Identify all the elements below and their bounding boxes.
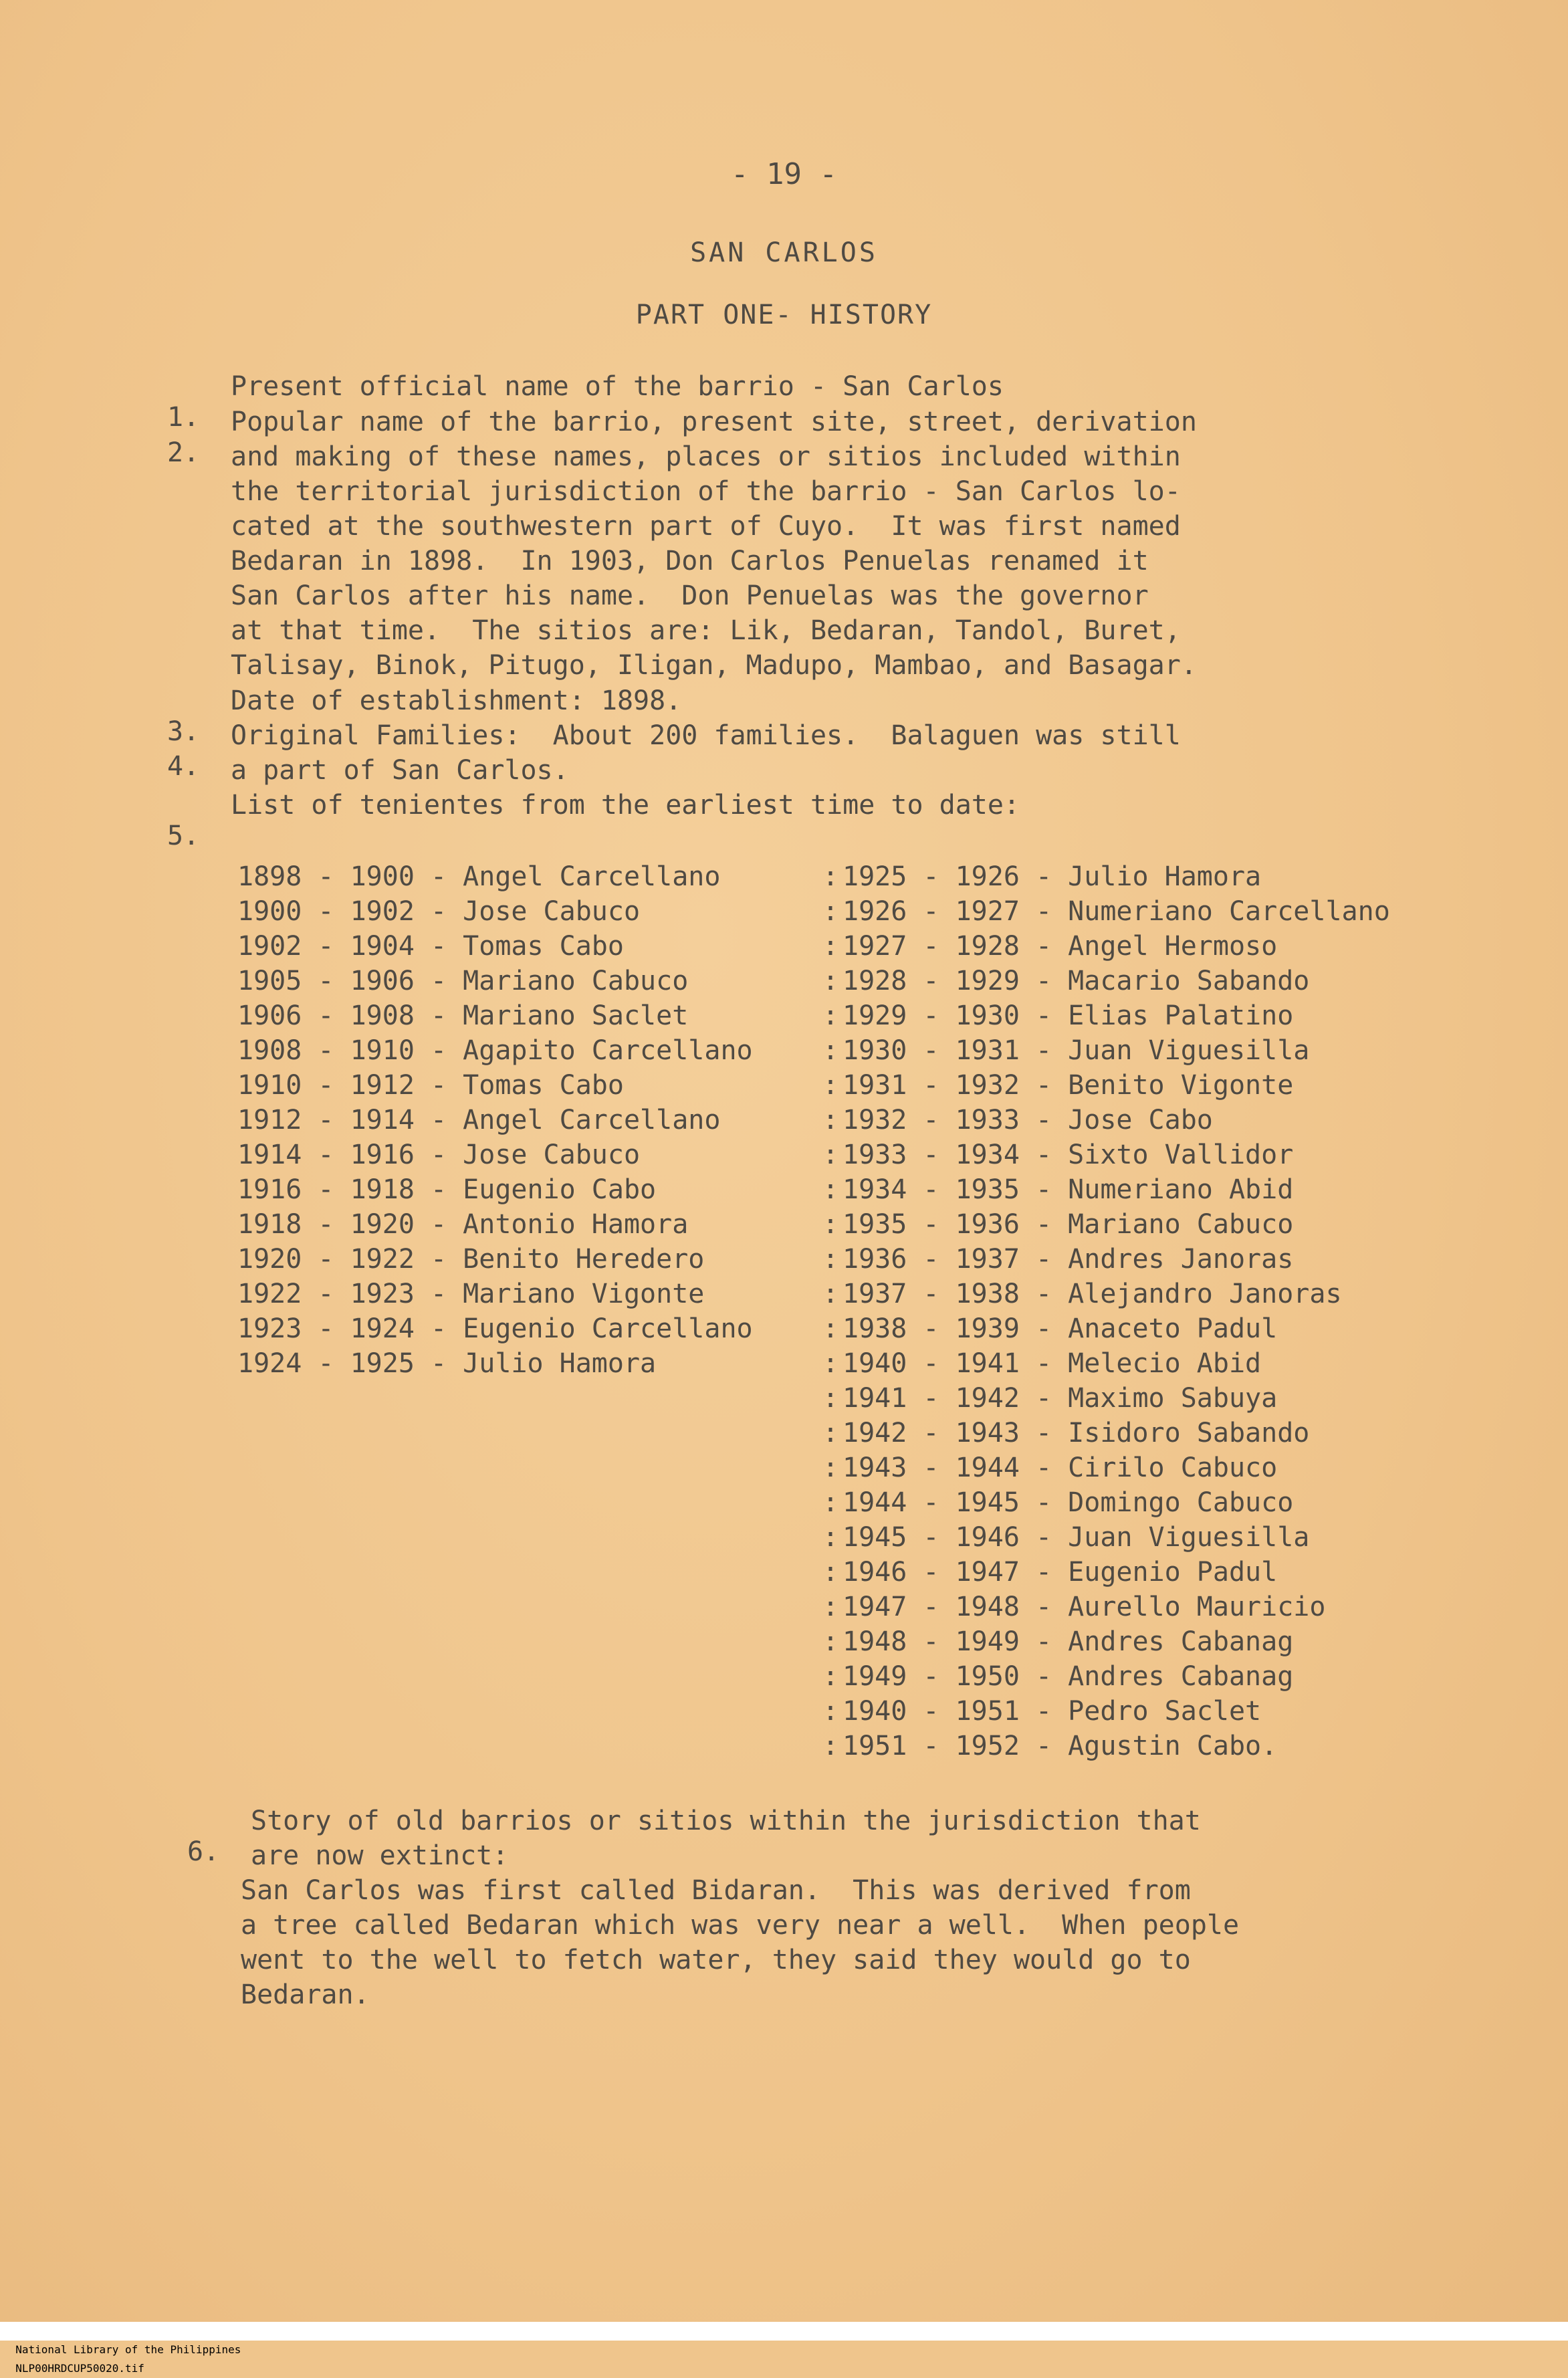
teniente-left-row: 1900 - 1902 - Jose Cabuco: [237, 896, 641, 927]
teniente-right-row: 1941 - 1942 - Maximo Sabuya: [843, 1383, 1278, 1414]
teniente-left-row: 1918 - 1920 - Antonio Hamora: [237, 1209, 689, 1240]
item-line: Bedaran in 1898. In 1903, Don Carlos Penuelas renamed it: [231, 546, 1149, 576]
teniente-right-row: 1933 - 1934 - Sixto Vallidor: [843, 1140, 1294, 1170]
teniente-left-row: 1922 - 1923 - Mariano Vigonte: [237, 1279, 705, 1309]
item-line: a part of San Carlos.: [231, 755, 569, 786]
teniente-right-row: 1944 - 1945 - Domingo Cabuco: [843, 1487, 1294, 1518]
teniente-left-row: 1923 - 1924 - Eugenio Carcellano: [237, 1313, 753, 1344]
teniente-right-row: 1948 - 1949 - Andres Cabanag: [843, 1626, 1294, 1657]
teniente-right-row: 1928 - 1929 - Macario Sabando: [843, 966, 1310, 996]
item-line: Talisay, Binok, Pitugo, Iligan, Madupo, Mambao, and Basagar.: [231, 650, 1197, 681]
item-number: 1.: [167, 402, 200, 433]
item-line: cated at the southwestern part of Cuyo. It was first named: [231, 511, 1181, 542]
teniente-right-row: 1943 - 1944 - Cirilo Cabuco: [843, 1452, 1278, 1483]
item-line: San Carlos was first called Bidaran. This was derived from: [241, 1875, 1191, 1906]
teniente-right-row: 1934 - 1935 - Numeriano Abid: [843, 1174, 1294, 1205]
teniente-left-row: 1916 - 1918 - Eugenio Cabo: [237, 1174, 657, 1205]
footer-file: NLP00HRDCUP50020.tif: [15, 2362, 144, 2375]
item-number: 2.: [167, 437, 200, 468]
teniente-right-row: 1940 - 1941 - Melecio Abid: [843, 1348, 1262, 1379]
item-line: Present official name of the barrio - San Carlos: [231, 371, 1004, 402]
teniente-right-row: 1930 - 1931 - Juan Viguesilla: [843, 1035, 1310, 1066]
teniente-left-row: 1910 - 1912 - Tomas Cabo: [237, 1070, 624, 1101]
item-line: Story of old barrios or sitios within the jurisdiction that: [251, 1806, 1201, 1836]
teniente-left-row: 1920 - 1922 - Benito Heredero: [237, 1244, 705, 1275]
teniente-right-row: 1925 - 1926 - Julio Hamora: [843, 861, 1262, 892]
item-6: [187, 1806, 1240, 2052]
teniente-right-row: 1949 - 1950 - Andres Cabanag: [843, 1661, 1294, 1692]
item-line: Bedaran.: [241, 1979, 370, 2010]
teniente-right-row: 1936 - 1937 - Andres Janoras: [843, 1244, 1294, 1275]
teniente-right-row: 1935 - 1936 - Mariano Cabuco: [843, 1209, 1294, 1240]
item-line: a tree called Bedaran which was very near a well. When people: [241, 1910, 1240, 1941]
teniente-left-row: 1905 - 1906 - Mariano Cabuco: [237, 966, 689, 996]
teniente-right-row: 1947 - 1948 - Aurello Mauricio: [843, 1592, 1326, 1622]
item-line: List of tenientes from the earliest time to date:: [231, 790, 1020, 821]
page-number: - 19 -: [731, 157, 837, 191]
teniente-left-row: 1912 - 1914 - Angel Carcellano: [237, 1105, 721, 1136]
item-line: at that time. The sitios are: Lik, Bedaran, Tandol, Buret,: [231, 615, 1181, 646]
item-line: Original Families: About 200 families. Balaguen was still: [231, 720, 1181, 751]
item-line: Popular name of the barrio, present site, street, derivation: [231, 407, 1197, 437]
teniente-right-row: 1932 - 1933 - Jose Cabo: [843, 1105, 1213, 1136]
teniente-right-row: 1937 - 1938 - Alejandro Janoras: [843, 1279, 1342, 1309]
teniente-right-row: 1931 - 1932 - Benito Vigonte: [843, 1070, 1294, 1101]
item-number: 6.: [187, 1836, 220, 1867]
teniente-right-row: 1940 - 1951 - Pedro Saclet: [843, 1696, 1262, 1727]
teniente-right-row: 1929 - 1930 - Elias Palatino: [843, 1000, 1294, 1031]
item-number: 3.: [167, 716, 200, 747]
teniente-right-row: 1946 - 1947 - Eugenio Padul: [843, 1557, 1278, 1588]
item-number: 5.: [167, 821, 200, 851]
teniente-left-row: 1908 - 1910 - Agapito Carcellano: [237, 1035, 753, 1066]
item-line: are now extinct:: [251, 1840, 509, 1871]
teniente-right-row: 1951 - 1952 - Agustin Cabo.: [843, 1731, 1278, 1761]
item-line: went to the well to fetch water, they said they would go to: [241, 1945, 1191, 1975]
teniente-left-row: 1902 - 1904 - Tomas Cabo: [237, 931, 624, 962]
document-title: SAN CARLOS: [690, 237, 878, 268]
item-line: San Carlos after his name. Don Penuelas was the governor: [231, 580, 1149, 611]
footer-library: National Library of the Philippines: [15, 2343, 241, 2356]
item-line: and making of these names, places or sitios included within: [231, 441, 1181, 472]
teniente-left-row: 1914 - 1916 - Jose Cabuco: [237, 1140, 641, 1170]
teniente-right-row: 1945 - 1946 - Juan Viguesilla: [843, 1522, 1310, 1553]
teniente-left-row: 1898 - 1900 - Angel Carcellano: [237, 861, 721, 892]
item-line: Date of establishment: 1898.: [231, 685, 682, 716]
teniente-left-row: 1924 - 1925 - Julio Hamora: [237, 1348, 657, 1379]
teniente-left-row: 1906 - 1908 - Mariano Saclet: [237, 1000, 689, 1031]
teniente-right-row: 1927 - 1928 - Angel Hermoso: [843, 931, 1278, 962]
teniente-right-row: 1942 - 1943 - Isidoro Sabando: [843, 1418, 1310, 1448]
item-number: 4.: [167, 751, 200, 782]
scan-footer: [0, 2322, 1568, 2375]
teniente-right-row: 1938 - 1939 - Anaceto Padul: [843, 1313, 1278, 1344]
teniente-right-row: 1926 - 1927 - Numeriano Carcellano: [843, 896, 1390, 927]
part-title: PART ONE- HISTORY: [635, 300, 933, 330]
item-line: the territorial jurisdiction of the barrio - San Carlos lo-: [231, 476, 1181, 507]
